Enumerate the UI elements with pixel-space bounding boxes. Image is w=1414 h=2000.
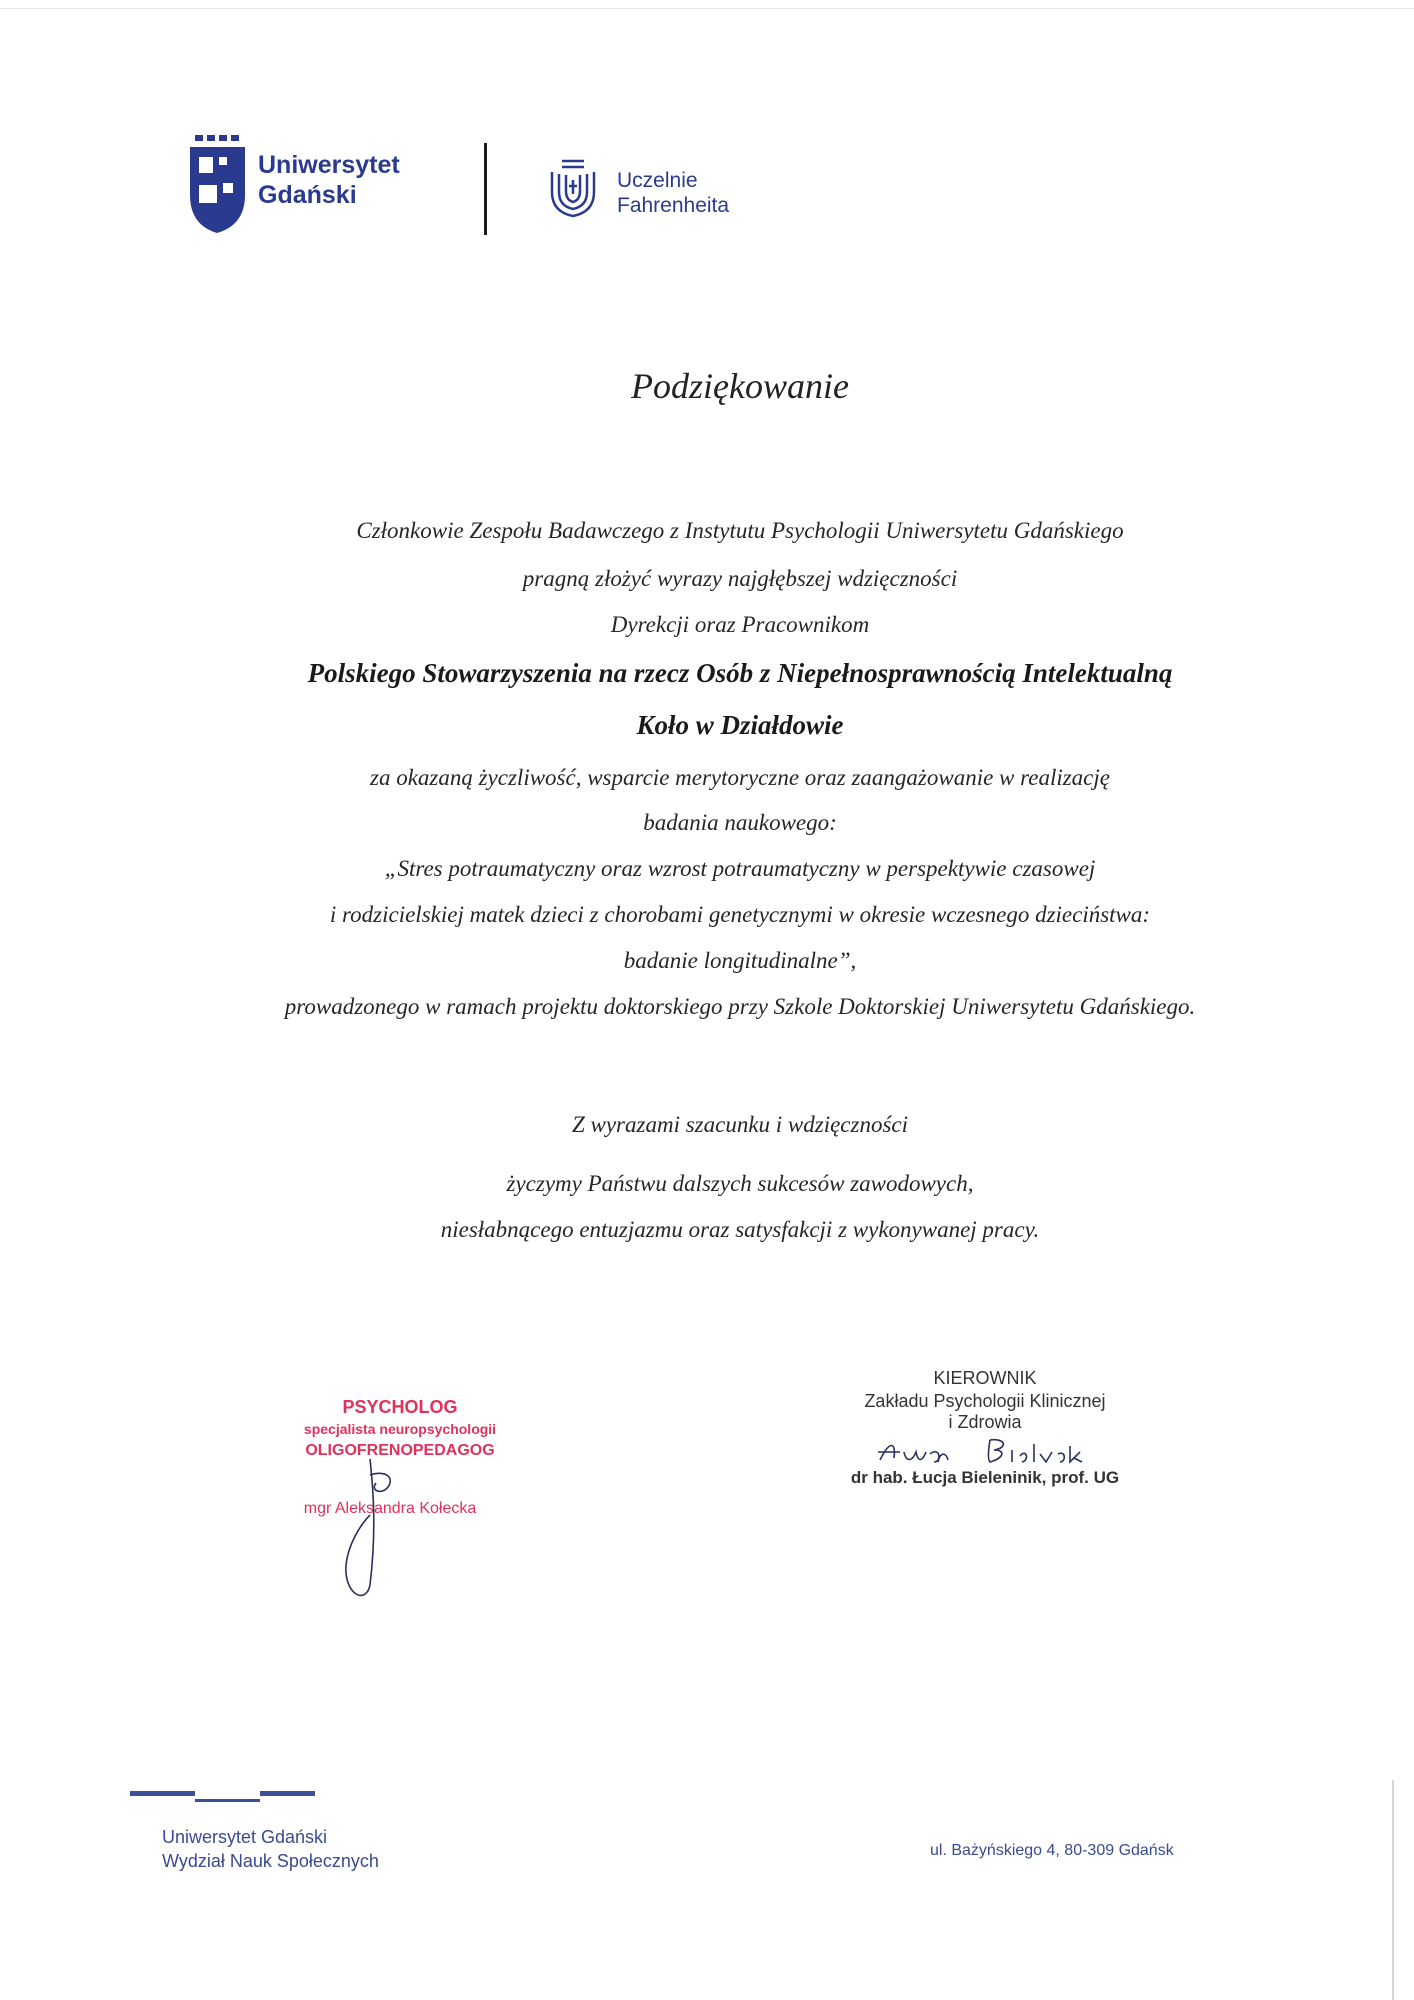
closing-line-1: Z wyrazami szacunku i wdzięczności bbox=[571, 1112, 909, 1137]
body-line-1: Członkowie Zespołu Badawczego z Instytutu Psychologii Uniwersytetu Gdańskiego bbox=[356, 518, 1124, 543]
study-title-line-1: „Stres potraumatyczny oraz wzrost potraumatyczny w perspektywie czasowej bbox=[384, 856, 1096, 881]
study-title-line-3: badanie longitudinalne”, bbox=[623, 948, 857, 973]
signer-department-line-2: i Zdrowia bbox=[948, 1412, 1022, 1432]
closing-line-2: życzymy Państwu dalszych sukcesów zawodowych, bbox=[506, 1171, 974, 1196]
signer-name: dr hab. Łucja Bieleninik, prof. UG bbox=[850, 1468, 1120, 1487]
footer-institution bbox=[162, 1825, 379, 1873]
partner-name-line2: Fahrenheita bbox=[617, 194, 730, 217]
partner-name-line1: Uczelnie bbox=[617, 169, 698, 192]
organization-name: Polskiego Stowarzyszenia na rzecz Osób z Niepełnosprawnością Intelektualną bbox=[307, 658, 1173, 688]
footer-faculty: Wydział Nauk Społecznych bbox=[162, 1851, 379, 1871]
footer-accent-bar bbox=[195, 1799, 260, 1802]
closing-line-3: niesłabnącego entuzjazmu oraz satysfakcji z wykonywanej pracy. bbox=[440, 1217, 1040, 1242]
handwritten-signature-right bbox=[870, 1432, 1100, 1470]
signer-department-line-1: Zakładu Psychologii Klinicznej bbox=[864, 1391, 1106, 1411]
body-line-7: badania naukowego: bbox=[643, 810, 837, 835]
organization-branch: Koło w Działdowie bbox=[636, 710, 844, 740]
footer-address: ul. Bażyńskiego 4, 80-309 Gdańsk bbox=[930, 1842, 1174, 1859]
university-name-line1: Uniwersytet bbox=[258, 151, 400, 179]
university-logo-text bbox=[258, 150, 400, 210]
footer-accent-bar bbox=[130, 1791, 195, 1796]
study-title-line-2: i rodzicielskiej matek dzieci z chorobami genetycznymi w okresie wczesnego dzieciństwa: bbox=[329, 902, 1151, 927]
scan-border-top bbox=[0, 8, 1414, 9]
signer-position: KIEROWNIK bbox=[933, 1368, 1037, 1388]
body-line-3: Dyrekcji oraz Pracownikom bbox=[610, 612, 870, 637]
partner-logo-text bbox=[617, 168, 729, 218]
fahrenheit-crest-icon bbox=[548, 158, 598, 218]
footer-university: Uniwersytet Gdański bbox=[162, 1827, 328, 1847]
body-line-2: pragną złożyć wyrazy najgłębszej wdzięczności bbox=[522, 566, 958, 591]
body-line-6: za okazaną życzliwość, wsparcie merytoryczne oraz zaangażowanie w realizację bbox=[370, 765, 1110, 790]
scan-edge bbox=[1392, 1780, 1394, 2000]
header-divider bbox=[484, 143, 487, 235]
stamp-name: mgr Aleksandra Kołecka bbox=[303, 1500, 477, 1517]
body-line-11: prowadzonego w ramach projektu doktorskiego przy Szkole Doktorskiej Uniwersytetu Gdańskiego. bbox=[284, 994, 1196, 1019]
stamp-specialty: specjalista neuropsychologii bbox=[303, 1421, 497, 1437]
handwritten-signature-left bbox=[330, 1455, 420, 1605]
university-name-line2: Gdański bbox=[258, 181, 357, 209]
document-title: Podziękowanie bbox=[631, 366, 849, 406]
footer-accent-bar bbox=[260, 1791, 315, 1796]
stamp-title: PSYCHOLOG bbox=[342, 1397, 458, 1417]
stamp-role: OLIGOFRENOPEDAGOG bbox=[305, 1442, 495, 1459]
